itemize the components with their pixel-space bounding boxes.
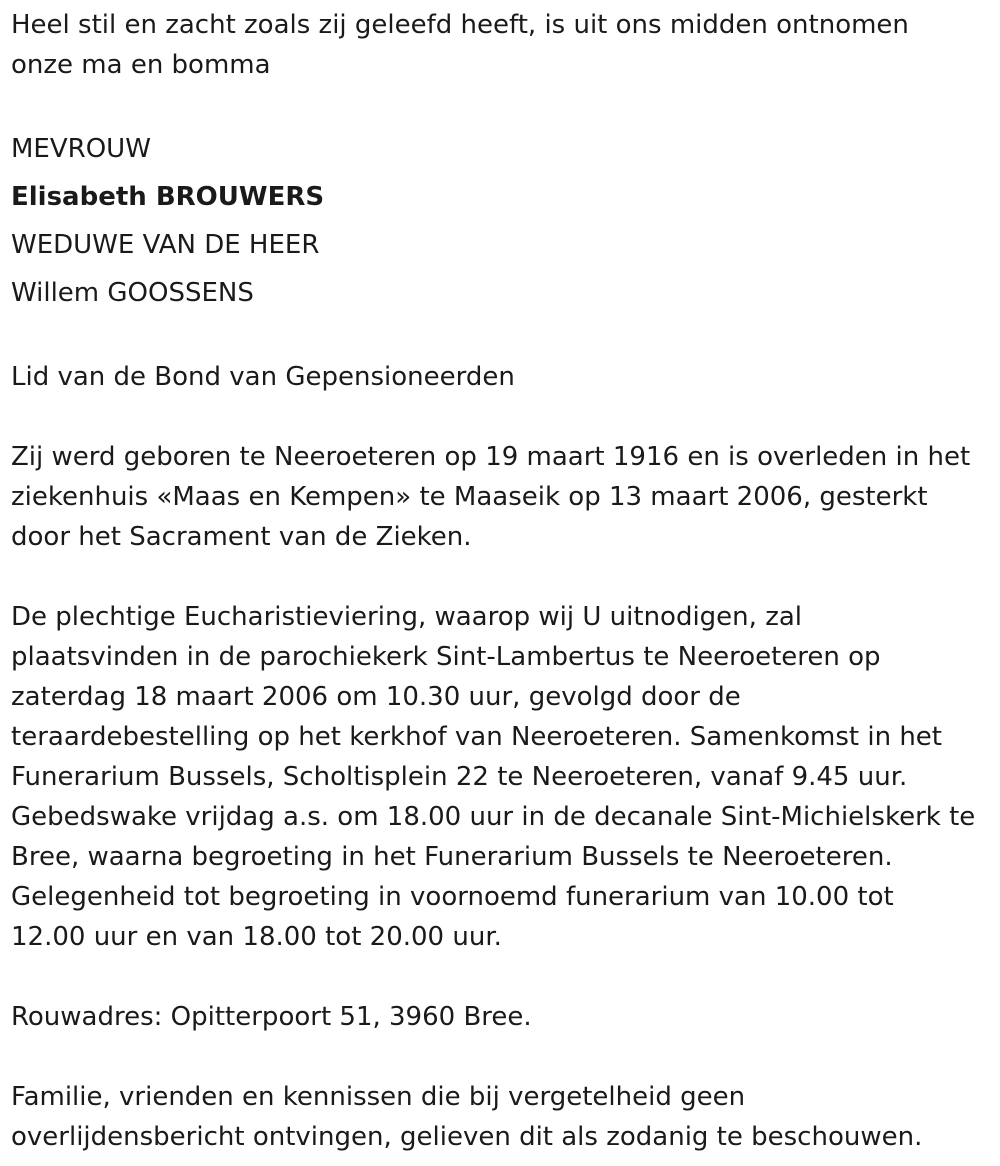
text-line: De plechtige Eucharistieviering, waarop wij U uitnodigen, zal (11, 602, 802, 632)
birth-death-paragraph (11, 437, 996, 557)
honorific: MEVROUW (11, 134, 151, 164)
text-line: Gebedswake vrijdag a.s. om 18.00 uur in de decanale Sint-Michielskerk te (11, 802, 976, 832)
text-line: onze ma en bomma (11, 50, 271, 80)
deceased-name: Elisabeth BROUWERS (11, 182, 325, 212)
widow-status: WEDUWE VAN DE HEER (11, 230, 320, 260)
paragraph-gap (11, 85, 996, 125)
paragraph-gap (11, 397, 996, 437)
spouse-name: Willem GOOSSENS (11, 278, 254, 308)
closing-paragraph (11, 1077, 996, 1157)
membership-paragraph (11, 357, 996, 397)
text-line: Gelegenheid tot begroeting in voornoemd funerarium van 10.00 tot (11, 882, 894, 912)
ceremony-paragraph (11, 597, 996, 957)
text-line: overlijdensbericht ontvingen, gelieven dit als zodanig te beschouwen. (11, 1122, 923, 1152)
text-line: teraardebestelling op het kerkhof van Neeroeteren. Samenkomst in het (11, 722, 942, 752)
text-line: plaatsvinden in de parochiekerk Sint-Lambertus te Neeroeteren op (11, 642, 881, 672)
paragraph-gap (11, 957, 996, 997)
text-line: Heel stil en zacht zoals zij geleefd heeft, is uit ons midden ontnomen (11, 10, 909, 40)
text-line: door het Sacrament van de Zieken. (11, 522, 472, 552)
text-line: 12.00 uur en van 18.00 tot 20.00 uur. (11, 922, 502, 952)
text-line: Funerarium Bussels, Scholtisplein 22 te Neeroeteren, vanaf 9.45 uur. (11, 762, 908, 792)
paragraph-gap (11, 1037, 996, 1077)
death-notice (11, 5, 996, 1157)
text-line: ziekenhuis «Maas en Kempen» te Maaseik op 13 maart 2006, gesterkt (11, 482, 928, 512)
text-line: zaterdag 18 maart 2006 om 10.30 uur, gevolgd door de (11, 682, 741, 712)
text-line: Familie, vrienden en kennissen die bij vergetelheid geen (11, 1082, 746, 1112)
paragraph-gap (11, 557, 996, 597)
membership-text: Lid van de Bond van Gepensioneerden (11, 362, 515, 392)
mourning-address: Rouwadres: Opitterpoort 51, 3960 Bree. (11, 1002, 532, 1032)
name-block (11, 125, 996, 317)
text-line: Bree, waarna begroeting in het Funerarium Bussels te Neeroeteren. (11, 842, 893, 872)
text-line: Zij werd geboren te Neeroeteren op 19 maart 1916 en is overleden in het (11, 442, 971, 472)
address-paragraph (11, 997, 996, 1037)
intro-paragraph (11, 5, 996, 85)
paragraph-gap (11, 317, 996, 357)
